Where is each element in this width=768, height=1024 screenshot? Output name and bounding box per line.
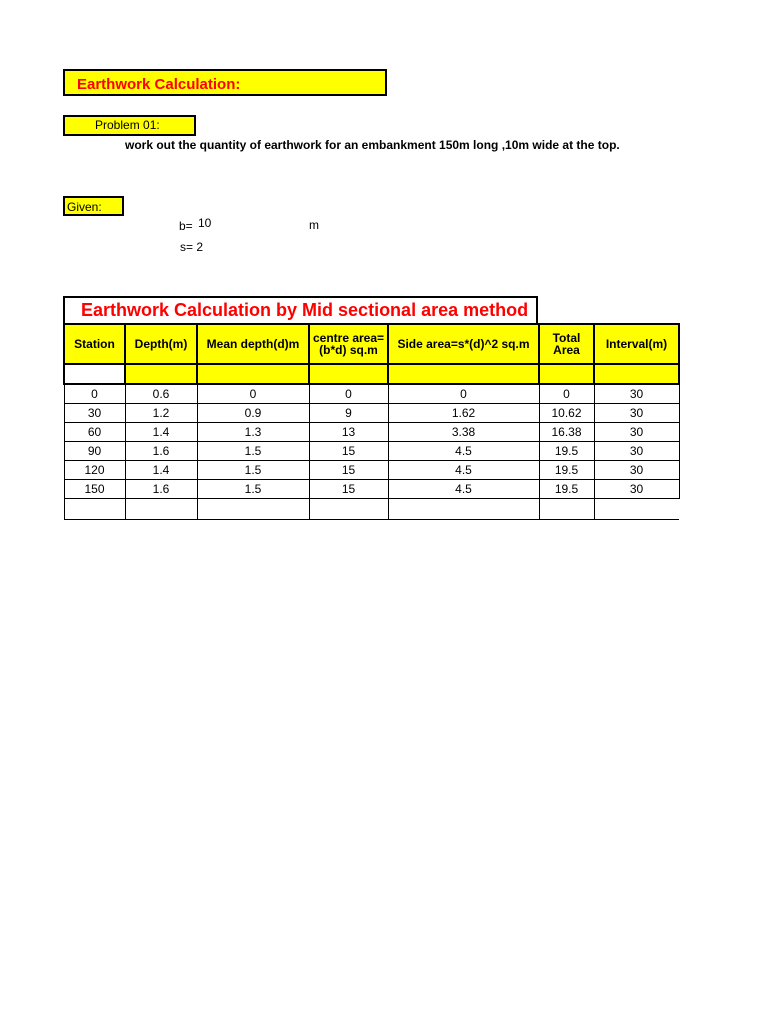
empty-cell: [594, 499, 679, 520]
header-cell: Total Area: [539, 324, 594, 364]
centre-area-cell: 15: [309, 480, 388, 499]
centre-area-cell: 0: [309, 384, 388, 404]
earthwork-table: [63, 323, 680, 520]
side-area-cell: 0: [388, 384, 539, 404]
header-cell: Side area=s*(d)^2 sq.m: [388, 324, 539, 364]
mean-depth-cell: 1.5: [197, 480, 309, 499]
centre-area-cell: 15: [309, 461, 388, 480]
table-row: [64, 404, 679, 423]
header-cell: Station: [64, 324, 125, 364]
depth-cell: 1.4: [125, 461, 197, 480]
interval-cell: 30: [594, 384, 679, 404]
station-cell: 120: [64, 461, 125, 480]
side-area-cell: 4.5: [388, 442, 539, 461]
mean-depth-cell: 0: [197, 384, 309, 404]
header-cell: Depth(m): [125, 324, 197, 364]
side-area-cell: 1.62: [388, 404, 539, 423]
b-label: b=: [179, 219, 193, 233]
mean-depth-cell: 1.3: [197, 423, 309, 442]
section-title: Earthwork Calculation by Mid sectional area method: [81, 300, 529, 320]
empty-cell: [539, 364, 594, 384]
station-cell: 0: [64, 384, 125, 404]
side-area-cell: 4.5: [388, 480, 539, 499]
mean-depth-cell: 1.5: [197, 461, 309, 480]
table-row: [64, 442, 679, 461]
side-area-cell: 4.5: [388, 461, 539, 480]
empty-cell: [388, 364, 539, 384]
table-header-row: [64, 324, 679, 364]
interval-cell: 30: [594, 461, 679, 480]
table-row: [64, 480, 679, 499]
interval-cell: 30: [594, 480, 679, 499]
empty-cell: [197, 499, 309, 520]
header-cell: Mean depth(d)m: [197, 324, 309, 364]
title-box: [63, 69, 387, 96]
station-cell: 60: [64, 423, 125, 442]
centre-area-cell: 13: [309, 423, 388, 442]
empty-cell: [64, 364, 125, 384]
empty-cell: [539, 499, 594, 520]
b-value: 10: [198, 216, 212, 230]
b-unit: m: [309, 218, 319, 232]
total-area-cell: 16.38: [539, 423, 594, 442]
side-area-cell: 3.38: [388, 423, 539, 442]
depth-cell: 1.6: [125, 442, 197, 461]
empty-cell: [388, 499, 539, 520]
table-row: [64, 461, 679, 480]
given-label: Given:: [67, 200, 102, 214]
station-cell: 150: [64, 480, 125, 499]
total-area-cell: 19.5: [539, 442, 594, 461]
table-row: [64, 499, 679, 520]
depth-cell: 1.4: [125, 423, 197, 442]
empty-cell: [125, 499, 197, 520]
given-label-box: [63, 196, 124, 216]
empty-cell: [197, 364, 309, 384]
interval-cell: 30: [594, 404, 679, 423]
problem-description: work out the quantity of earthwork for an embankment 150m long ,10m wide at the top.: [125, 138, 620, 152]
interval-cell: 30: [594, 442, 679, 461]
empty-cell: [125, 364, 197, 384]
interval-cell: 30: [594, 423, 679, 442]
depth-cell: 0.6: [125, 384, 197, 404]
total-area-cell: 19.5: [539, 480, 594, 499]
table-row: [64, 423, 679, 442]
centre-area-cell: 15: [309, 442, 388, 461]
depth-cell: 1.6: [125, 480, 197, 499]
station-cell: 30: [64, 404, 125, 423]
problem-label-box: [63, 115, 196, 136]
problem-label: Problem 01:: [95, 118, 160, 132]
header-cell: centre area=(b*d) sq.m: [309, 324, 388, 364]
section-title-box: [63, 296, 538, 325]
station-cell: 90: [64, 442, 125, 461]
empty-cell: [309, 499, 388, 520]
header-cell: Interval(m): [594, 324, 679, 364]
empty-cell: [64, 499, 125, 520]
empty-cell: [594, 364, 679, 384]
mean-depth-cell: 1.5: [197, 442, 309, 461]
table-row: [64, 384, 679, 404]
total-area-cell: 0: [539, 384, 594, 404]
centre-area-cell: 9: [309, 404, 388, 423]
highlight-row: [64, 364, 679, 384]
empty-cell: [309, 364, 388, 384]
mean-depth-cell: 0.9: [197, 404, 309, 423]
total-area-cell: 19.5: [539, 461, 594, 480]
s-value: s= 2: [180, 240, 204, 254]
total-area-cell: 10.62: [539, 404, 594, 423]
depth-cell: 1.2: [125, 404, 197, 423]
page-title: Earthwork Calculation:: [77, 76, 241, 93]
